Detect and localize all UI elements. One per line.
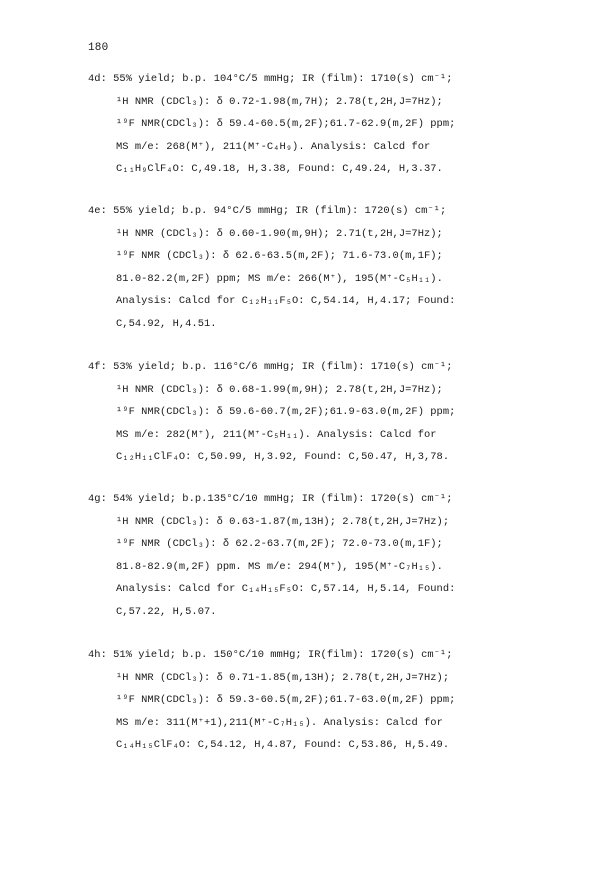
entry-line: ¹⁹F NMR (CDCl₃): δ 62.6-63.5(m,2F); 71.6-73.0(m,1F); — [116, 250, 443, 263]
page-number: 180 — [88, 42, 109, 54]
compound-entry-4h — [88, 644, 508, 757]
compound-entry-4e — [88, 200, 508, 336]
compound-entry-4g — [88, 488, 508, 624]
entry-line: ¹H NMR (CDCl₃): δ 0.72-1.98(m,7H); 2.78(t,2H,J=7Hz); — [116, 95, 443, 108]
compound-entry-4d — [88, 68, 508, 181]
entry-line: C₁₁H₉ClF₄O: C,49.18, H,3.38, Found: C,49.24, H,3.37. — [116, 163, 443, 176]
entry-line: C₁₂H₁₁ClF₄O: C,50.99, H,3.92, Found: C,50.47, H,3,78. — [116, 451, 450, 464]
entry-line: C,54.92, H,4.51. — [116, 317, 217, 330]
compound-entry-4f — [88, 356, 508, 469]
entry-line: ¹H NMR (CDCl₃): δ 0.63-1.87(m,13H); 2.78(t,2H,J=7Hz); — [116, 515, 450, 528]
entry-line: ¹⁹F NMR(CDCl₃): δ 59.3-60.5(m,2F);61.7-63.0(m,2F) ppm; — [116, 694, 456, 707]
entry-line: ¹H NMR (CDCl₃): δ 0.68-1.99(m,9H); 2.78(t,2H,J=7Hz); — [116, 383, 443, 396]
entry-line: Analysis: Calcd for C₁₄H₁₅F₅O: C,57.14, H,5.14, Found: — [116, 583, 456, 596]
entry-line: ¹H NMR (CDCl₃): δ 0.71-1.85(m,13H); 2.78(t,2H,J=7Hz); — [116, 671, 450, 684]
entry-line: C₁₄H₁₅ClF₄O: C,54.12, H,4.87, Found: C,53.86, H,5.49. — [116, 739, 450, 752]
entry-line: 4f: 53% yield; b.p. 116°C/6 mmHg; IR (film): 1710(s) cm⁻¹; — [88, 361, 453, 373]
entry-line: 4g: 54% yield; b.p.135°C/10 mmHg; IR (film): 1720(s) cm⁻¹; — [88, 493, 453, 505]
entry-line: ¹H NMR (CDCl₃): δ 0.60-1.90(m,9H); 2.71(t,2H,J=7Hz); — [116, 227, 443, 240]
entry-line: 81.8-82.9(m,2F) ppm. MS m/e: 294(M⁺), 195(M⁺-C₇H₁₅). — [116, 560, 443, 573]
entry-line: MS m/e: 311(M⁺+1),211(M⁺-C₇H₁₅). Analysis: Calcd for — [116, 716, 443, 729]
entry-line: 81.0-82.2(m,2F) ppm; MS m/e: 266(M⁺), 195(M⁺-C₅H₁₁). — [116, 272, 443, 285]
entry-line: ¹⁹F NMR(CDCl₃): δ 59.4-60.5(m,2F);61.7-62.9(m,2F) ppm; — [116, 118, 456, 131]
entry-line: C,57.22, H,5.07. — [116, 605, 217, 618]
entry-line: MS m/e: 268(M⁺), 211(M⁺-C₄H₉). Analysis: Calcd for — [116, 140, 431, 153]
entry-line: ¹⁹F NMR(CDCl₃): δ 59.6-60.7(m,2F);61.9-63.0(m,2F) ppm; — [116, 406, 456, 419]
entry-line: 4e: 55% yield; b.p. 94°C/5 mmHg; IR (film): 1720(s) cm⁻¹; — [88, 205, 447, 217]
entry-line: 4h: 51% yield; b.p. 150°C/10 mmHg; IR(film): 1720(s) cm⁻¹; — [88, 649, 453, 661]
entry-line: Analysis: Calcd for C₁₂H₁₁F₅O: C,54.14, H,4.17; Found: — [116, 295, 456, 308]
entry-line: ¹⁹F NMR (CDCl₃): δ 62.2-63.7(m,2F); 72.0-73.0(m,1F); — [116, 538, 443, 551]
entry-line: MS m/e: 282(M⁺), 211(M⁺-C₅H₁₁). Analysis: Calcd for — [116, 428, 437, 441]
entry-line: 4d: 55% yield; b.p. 104°C/5 mmHg; IR (film): 1710(s) cm⁻¹; — [88, 73, 453, 85]
